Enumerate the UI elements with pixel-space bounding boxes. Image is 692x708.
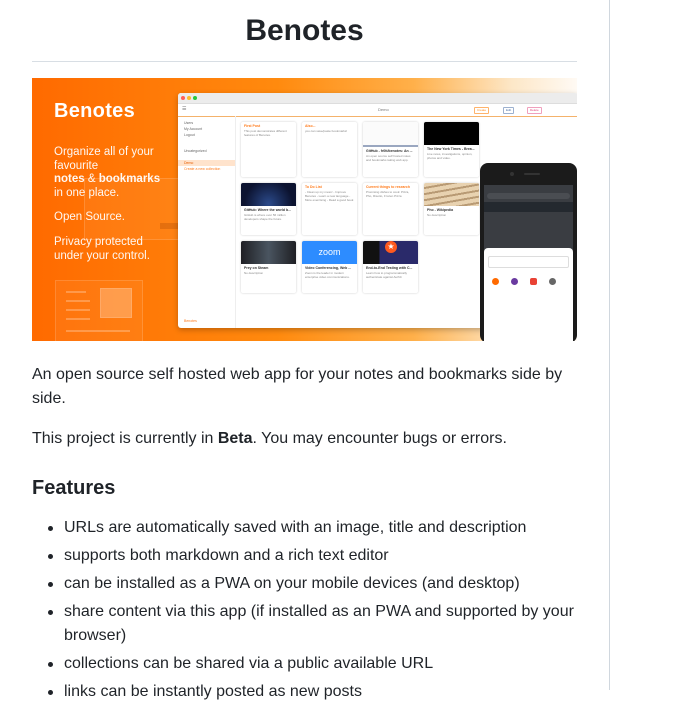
- phone-screen: [484, 185, 573, 341]
- features-list: [32, 516, 577, 708]
- card-desc: No description: [427, 213, 447, 217]
- card-desc: you can save/paste bookmarks!: [305, 129, 348, 133]
- share-app-icon: [492, 278, 499, 285]
- title-divider: [32, 61, 577, 62]
- bookmark-card: [241, 241, 296, 293]
- share-sheet: [484, 248, 573, 341]
- card-image: [241, 183, 296, 206]
- tagline-amp: &: [84, 173, 99, 185]
- ghost-line: [66, 318, 90, 320]
- card-title: Current things to research: [366, 185, 410, 189]
- card-image: [363, 122, 418, 147]
- note-card: [302, 183, 357, 235]
- card-title: Also...: [305, 124, 316, 128]
- ghost-line: [66, 330, 130, 332]
- intro-paragraph: An open source self hosted web app for your notes and bookmarks side by side.: [32, 366, 563, 407]
- sidebar-brand: Benotes: [184, 319, 197, 323]
- ghost-image-block: [100, 288, 132, 318]
- feature-item: collections can be shared via a public available URL: [32, 652, 577, 676]
- share-app-icon: [549, 278, 556, 285]
- card-title: The New York Times - Brea...: [427, 147, 475, 151]
- edit-button: Edit: [503, 107, 514, 114]
- card-title: Video Conferencing, Web ...: [305, 266, 352, 270]
- feature-item: supports both markdown and a rich text editor: [32, 544, 577, 568]
- card-image: [241, 241, 296, 264]
- bookmark-card: [241, 183, 296, 235]
- card-desc: Promising dishes to cook: Pizza, Pho, Risotto, Frozen Pizza: [366, 190, 410, 198]
- card-image: [424, 183, 479, 206]
- feature-item: can be installed as a PWA on your mobile devices (and desktop): [32, 572, 577, 596]
- star-icon: ★: [385, 241, 397, 253]
- card-title: GitHub - fr0tt/benotes: An ...: [366, 149, 413, 153]
- browser-chrome: [178, 93, 577, 104]
- banner-logo: Benotes: [54, 100, 136, 122]
- card-desc: GitHub is where over 56 million developers shape the future.: [244, 213, 286, 221]
- banner-image: [32, 78, 577, 341]
- bookmark-card: [424, 183, 479, 235]
- card-desc: Learn how to programmatically authenticate against Auth0.: [366, 271, 408, 279]
- sidebar-item: Logout: [184, 133, 195, 137]
- phone-url-bar: [487, 193, 570, 199]
- sidebar-item: Users: [184, 121, 194, 125]
- window-maximize-dot: [193, 96, 197, 100]
- ghost-line: [66, 300, 90, 302]
- note-card: [302, 122, 357, 177]
- card-title: First Post: [244, 124, 261, 128]
- mobile-app-mockup: [480, 163, 577, 341]
- card-image: [363, 241, 418, 264]
- card-title: Pho - Wikipedia: [427, 208, 454, 212]
- ghost-line: [66, 309, 90, 311]
- card-desc: No description: [244, 271, 264, 275]
- card-title: End-to-End Testing with C...: [366, 266, 413, 270]
- window-close-dot: [181, 96, 185, 100]
- tagline-line: in one place.: [54, 186, 120, 199]
- sidebar-item: My Account: [184, 127, 203, 131]
- card-title: Prey on Steam: [244, 266, 269, 270]
- feature-item: URLs are automatically saved with an image, title and description: [32, 516, 577, 540]
- card-image: zoom: [302, 241, 357, 264]
- feature-item: share content via this app (if installed as an PWA and supported by your browser): [32, 600, 577, 648]
- sidebar-item: Uncategorized: [184, 149, 207, 153]
- beta-prefix: This project is currently in: [32, 430, 218, 447]
- card-desc: Zoom is the leader in modern enterprise video communications.: [305, 271, 350, 279]
- collection-title: Demo: [378, 107, 389, 112]
- card-desc: - Clean up my mess! - Improve Benotes - Learn a new language - More exercising - Read a good book: [305, 190, 354, 202]
- ghost-line: [66, 291, 86, 293]
- bookmark-card: [424, 122, 479, 177]
- privacy-line: Privacy protected: [54, 236, 143, 248]
- feature-item: links can be instantly posted as new posts: [32, 680, 577, 704]
- share-target-row: [488, 256, 569, 268]
- tagline-line: [54, 173, 160, 187]
- card-title: GitHub: Where the world b...: [244, 208, 292, 212]
- beta-label: Beta: [217, 430, 253, 447]
- tagline-bold: notes: [54, 173, 85, 185]
- share-app-icon: [530, 278, 537, 285]
- beta-suffix: . You may encounter bugs or errors.: [252, 430, 507, 447]
- note-card: [241, 122, 296, 177]
- sidebar-item-active: Demo: [178, 160, 235, 166]
- phone-camera: [510, 172, 514, 176]
- github-header: [484, 202, 573, 212]
- banner-tagline: [54, 146, 160, 200]
- delete-button: Delete: [527, 107, 542, 114]
- bookmark-card: [302, 241, 357, 293]
- card-desc: Live news, investigations, opinion, photos and video.: [427, 152, 473, 160]
- card-image: [424, 122, 479, 145]
- tagline-line: favourite: [54, 159, 99, 172]
- sidebar-item: Create a new collection: [184, 167, 221, 171]
- card-desc: An open source self hosted notes and bookmarks taking web app.: [366, 154, 411, 162]
- share-app-icon: [511, 278, 518, 285]
- tagline-bold: bookmarks: [98, 173, 161, 185]
- bookmark-card: [363, 122, 418, 177]
- bookmark-card: [363, 241, 418, 293]
- features-heading: Features: [32, 477, 116, 499]
- phone-speaker: [524, 173, 540, 175]
- card-title: To Do List: [305, 185, 322, 189]
- note-card: [363, 183, 418, 235]
- banner-privacy: [54, 236, 150, 263]
- app-header: [178, 104, 577, 117]
- app-sidebar: [178, 116, 236, 328]
- banner-open-source: Open Source.: [54, 211, 125, 223]
- card-desc: This post demonstrates different features of Benotes.: [244, 129, 287, 137]
- window-minimize-dot: [187, 96, 191, 100]
- page-title: Benotes: [245, 14, 364, 47]
- privacy-line: under your control.: [54, 249, 150, 262]
- create-button: Create: [474, 107, 489, 114]
- menu-icon: ☰: [182, 106, 187, 112]
- tagline-line: Organize all of your: [54, 146, 154, 158]
- beta-paragraph: [32, 427, 577, 451]
